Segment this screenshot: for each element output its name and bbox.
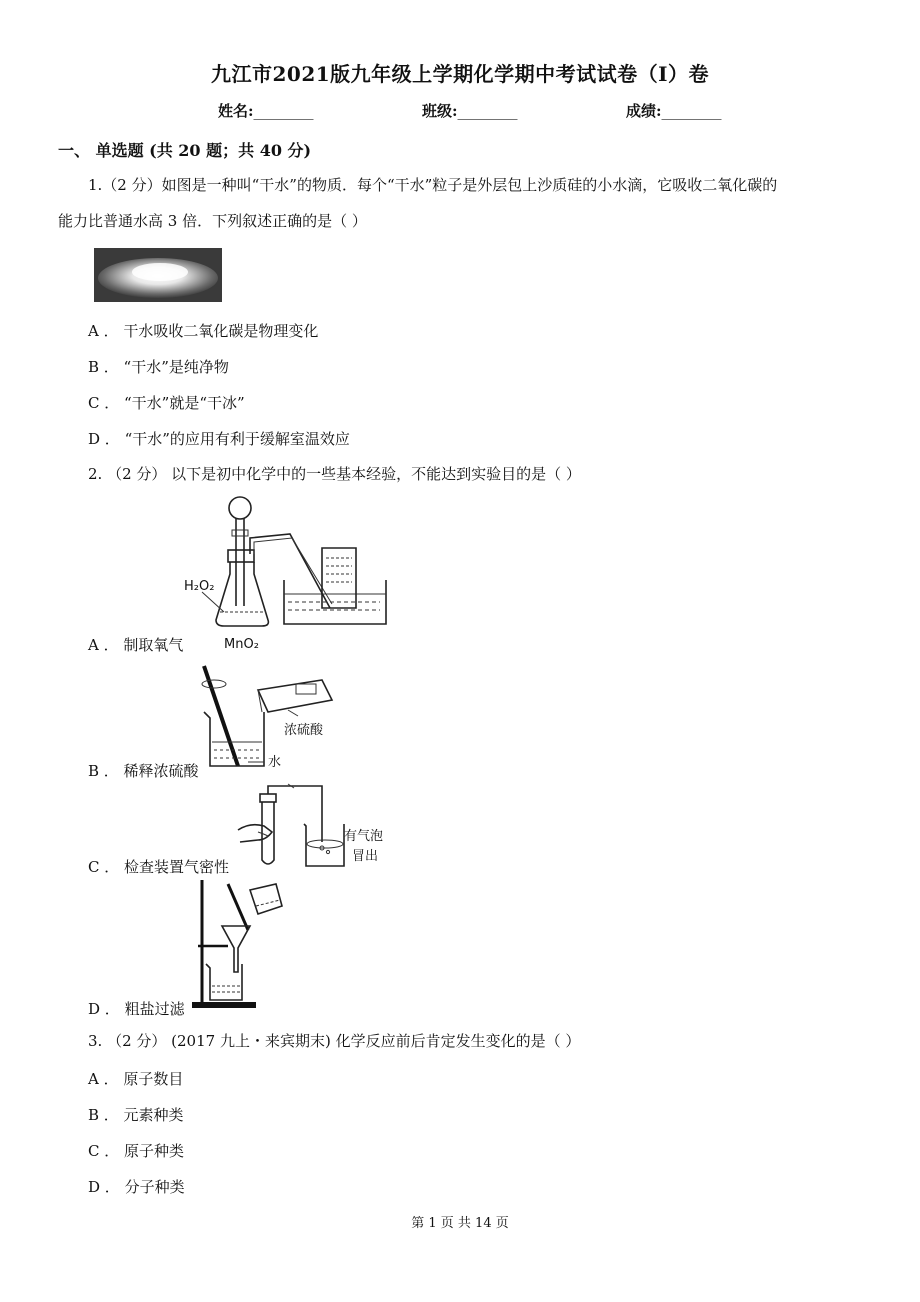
score-field <box>626 100 722 121</box>
label-mno2: MnO₂ <box>224 637 259 652</box>
page-title: 九江市2021版九年级上学期化学期中考试试卷（I）卷 <box>210 62 710 86</box>
class-label: 班级: <box>422 102 458 120</box>
question-1-line-1: 1.（2 分）如图是一种叫“干水”的物质．每个“干水”粒子是外层包上沙质硅的小水滴，它吸收二氧化碳的 <box>88 176 778 194</box>
question-2-option-b: B ． 稀释浓硫酸 <box>88 762 199 780</box>
label-water: 水 <box>268 755 282 770</box>
question-2-option-c: C ． 检查装置气密性 <box>88 858 230 876</box>
figure-dilute-acid <box>192 662 342 774</box>
page-footer: 第 1 页 共 14 页 <box>411 1216 509 1231</box>
figure-airtightness <box>234 782 394 872</box>
label-bubbles-1: 有气泡 <box>344 829 384 844</box>
label-h2o2: H₂O₂ <box>184 579 215 594</box>
score-blank: ________ <box>661 102 722 120</box>
class-field <box>422 100 518 121</box>
question-3-line-1: 3. （2 分） (2017 九上・来宾期末) 化学反应前后肯定发生变化的是（ ） <box>88 1032 581 1050</box>
question-3-option-a: A ． 原子数目 <box>88 1070 184 1088</box>
question-1-option-a: A ． 干水吸收二氧化碳是物理变化 <box>88 322 319 340</box>
label-bubbles-2: 冒出 <box>352 849 379 864</box>
question-2-option-a: A ． 制取氧气 <box>88 636 184 654</box>
question-2-option-d: D ． 粗盐过滤 <box>88 1000 185 1018</box>
question-2-line-1: 2. （2 分） 以下是初中化学中的一些基本经验，不能达到实验目的是（ ） <box>88 465 581 483</box>
question-3-option-b: B ． 元素种类 <box>88 1106 184 1124</box>
label-concentrated-acid: 浓硫酸 <box>284 723 324 738</box>
figure-oxygen-preparation <box>180 494 386 654</box>
question-3-option-d: D ． 分子种类 <box>88 1178 185 1196</box>
question-1-option-d: D ． “干水”的应用有利于缓解室温效应 <box>88 430 350 448</box>
question-1-option-c: C ． “干水”就是“干冰” <box>88 394 245 412</box>
name-blank: ________ <box>253 102 314 120</box>
score-label: 成绩: <box>626 102 662 120</box>
class-blank: ________ <box>457 102 518 120</box>
question-1-line-2: 能力比普通水高 3 倍．下列叙述正确的是（ ） <box>58 212 367 230</box>
dry-water-photo <box>94 248 222 302</box>
question-1-option-b: B ． “干水”是纯净物 <box>88 358 229 376</box>
question-3-option-c: C ． 原子种类 <box>88 1142 185 1160</box>
section-title: 一、 单选题 (共 20 题；共 40 分) <box>58 141 312 160</box>
name-label: 姓名: <box>218 102 254 120</box>
figure-filtration <box>184 876 294 1012</box>
name-field <box>218 100 314 121</box>
